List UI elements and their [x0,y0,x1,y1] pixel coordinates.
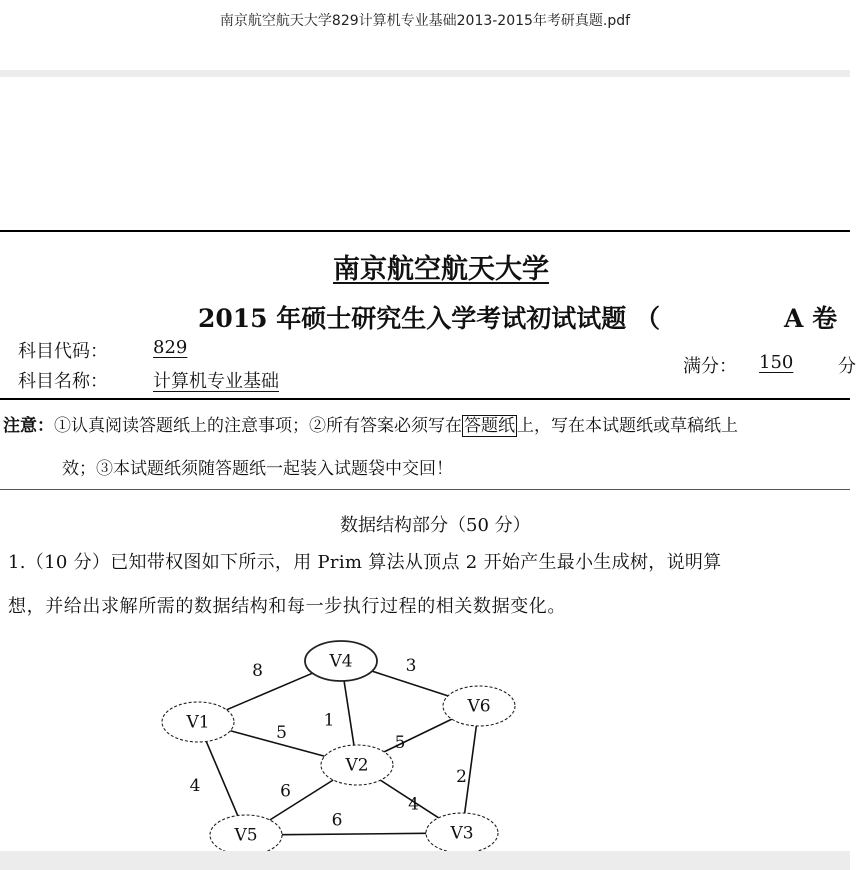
vertex-label-v6: V6 [467,696,491,717]
notice-line-1 [3,411,738,436]
vertex-v3 [426,813,498,853]
question-1-line-2: 想，并给出求解所需的数据结构和每一步执行过程的相关数据变化。 [8,596,566,617]
vertex-label-v3: V3 [450,823,474,844]
weighted-graph [0,632,850,862]
vertex-v2 [321,745,393,785]
question-1-line-1: 1.（10 分）已知带权图如下所示，用 Prim 算法从顶点 2 开始产生最小生成树，说明算 [8,552,722,573]
subject-name-label: 科目名称： [18,371,108,392]
pdf-page[interactable] [0,77,856,851]
university-name: 南京航空航天大学 [333,254,549,285]
vertex-v4 [305,641,377,681]
subject-name: 计算机专业基础 [153,371,279,392]
edge-weight-v4-v6: 3 [405,656,417,676]
vertex-label-v1: V1 [186,712,210,733]
full-score: 150 [759,352,794,373]
vertex-label-v5: V5 [234,825,258,846]
edge-weight-v4-v2: 1 [323,710,335,731]
edge-weight-v6-v3: 2 [456,767,467,787]
page-gap [0,70,850,77]
notice-rule [0,489,850,490]
vertex-v1 [162,702,234,742]
top-rule [0,230,850,232]
edge-weight-v6-v2: 5 [394,733,406,753]
notice-text-b: 上，写在本试题纸或草稿纸上 [517,416,738,436]
edge-weight-v2-v3: 4 [408,794,419,815]
vertex-label-v2: V2 [345,755,369,776]
viewer-header [0,0,850,70]
paper-version: A 卷 [784,304,838,333]
header-rule [0,398,850,400]
document-title: 南京航空航天大学829计算机专业基础2013-2015年考研真题.pdf [219,13,631,29]
vertex-v5 [210,815,282,855]
exam-heading: 2015 年硕士研究生入学考试初试试题 （ [198,304,660,333]
page-gap-bottom [0,851,850,870]
subject-code: 829 [153,337,188,358]
edge-weight-v1-v4: 8 [252,661,263,681]
edge-weight-v5-v3: 6 [331,810,343,831]
full-score-label: 满分： [683,356,737,377]
notice-text-a: ①认真阅读答题纸上的注意事项；②所有答案必须写在 [54,416,462,436]
vertex-label-v4: V4 [329,651,353,672]
section-title: 数据结构部分（50 分） [340,515,531,536]
full-score-unit: 分 [838,356,856,377]
answer-sheet-boxed: 答题纸 [464,416,515,436]
subject-code-label: 科目代码： [18,341,108,362]
edge-v1-v5 [206,741,237,815]
notice-line-2: 效；③本试题纸须随答题纸一起装入试题袋中交回！ [62,459,453,479]
notice-label: 注意： [3,416,54,436]
edge-v4-v2 [344,681,354,745]
edge-weight-v1-v2: 5 [276,723,287,743]
edge-v1-v4 [227,673,313,710]
vertex-v6 [443,686,515,726]
edge-weight-v2-v5: 6 [280,781,291,802]
edge-weight-v1-v5: 4 [189,776,201,796]
edge-v5-v3 [282,833,426,834]
